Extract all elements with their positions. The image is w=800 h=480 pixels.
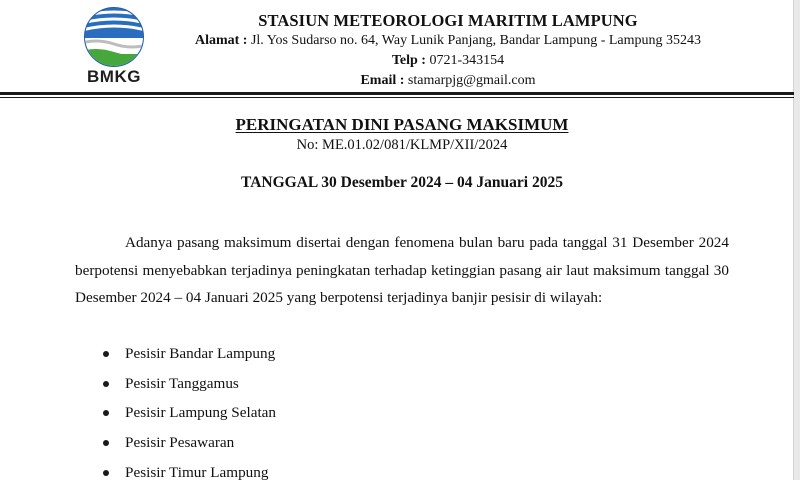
document-title-text: PERINGATAN DINI PASANG MAKSIMUM	[235, 115, 569, 134]
list-item	[100, 428, 276, 458]
address-label: Alamat :	[194, 33, 248, 48]
warning-paragraph: Adanya pasang maksimum disertai dengan fenomena bulan baru pada tanggal 31 Desember 2024 berpotensi menyebabkan terjadinya peningkatan terhadap ketinggian pasang air laut maksimum tanggal 30 Desember 2024 – 04 Januari 2025 yang berpotensi terjadinya banjir pesisir di wilayah:	[75, 234, 729, 306]
address-value: Jl. Yos Sudarso no. 64, Way Lunik Panjang, Bandar Lampung - Lampung 35243	[250, 33, 702, 48]
bullet-icon	[103, 381, 109, 387]
list-item	[100, 339, 276, 369]
letterhead-rule-thin	[0, 97, 794, 98]
affected-areas-list	[100, 339, 276, 480]
area-label: Pesisir Timur Lampung	[125, 463, 269, 480]
phone-line	[152, 51, 744, 71]
station-name: STASIUN METEOROLOGI MARITIM LAMPUNG	[258, 11, 638, 30]
email-label: Email :	[360, 73, 405, 88]
area-label: Pesisir Bandar Lampung	[125, 345, 276, 362]
bullet-icon	[103, 440, 109, 446]
bmkg-emblem-icon	[78, 6, 150, 68]
letterhead	[152, 11, 744, 91]
bullet-icon	[103, 410, 109, 416]
list-item	[100, 369, 276, 399]
email-value: stamarpjg@gmail.com	[407, 73, 536, 88]
document-title	[0, 115, 800, 135]
list-item	[100, 398, 276, 428]
area-label: Pesisir Lampung Selatan	[125, 404, 277, 422]
bullet-icon	[103, 351, 109, 357]
address-line	[152, 31, 744, 51]
area-label: Pesisir Pesawaran	[125, 434, 235, 452]
bullet-icon	[103, 470, 109, 476]
phone-value: 0721-343154	[429, 53, 505, 68]
logo-text: BMKG	[87, 67, 141, 86]
letterhead-rule-thick	[0, 92, 794, 95]
document-number: No: ME.01.02/081/KLMP/XII/2024	[296, 137, 508, 153]
page-edge	[793, 0, 800, 480]
area-label: Pesisir Tanggamus	[125, 374, 239, 392]
phone-label: Telp :	[391, 53, 426, 68]
bmkg-logo	[78, 6, 150, 88]
list-item	[100, 458, 276, 480]
email-line	[152, 71, 744, 91]
document-date-range: TANGGAL 30 Desember 2024 – 04 Januari 2025	[241, 174, 563, 191]
